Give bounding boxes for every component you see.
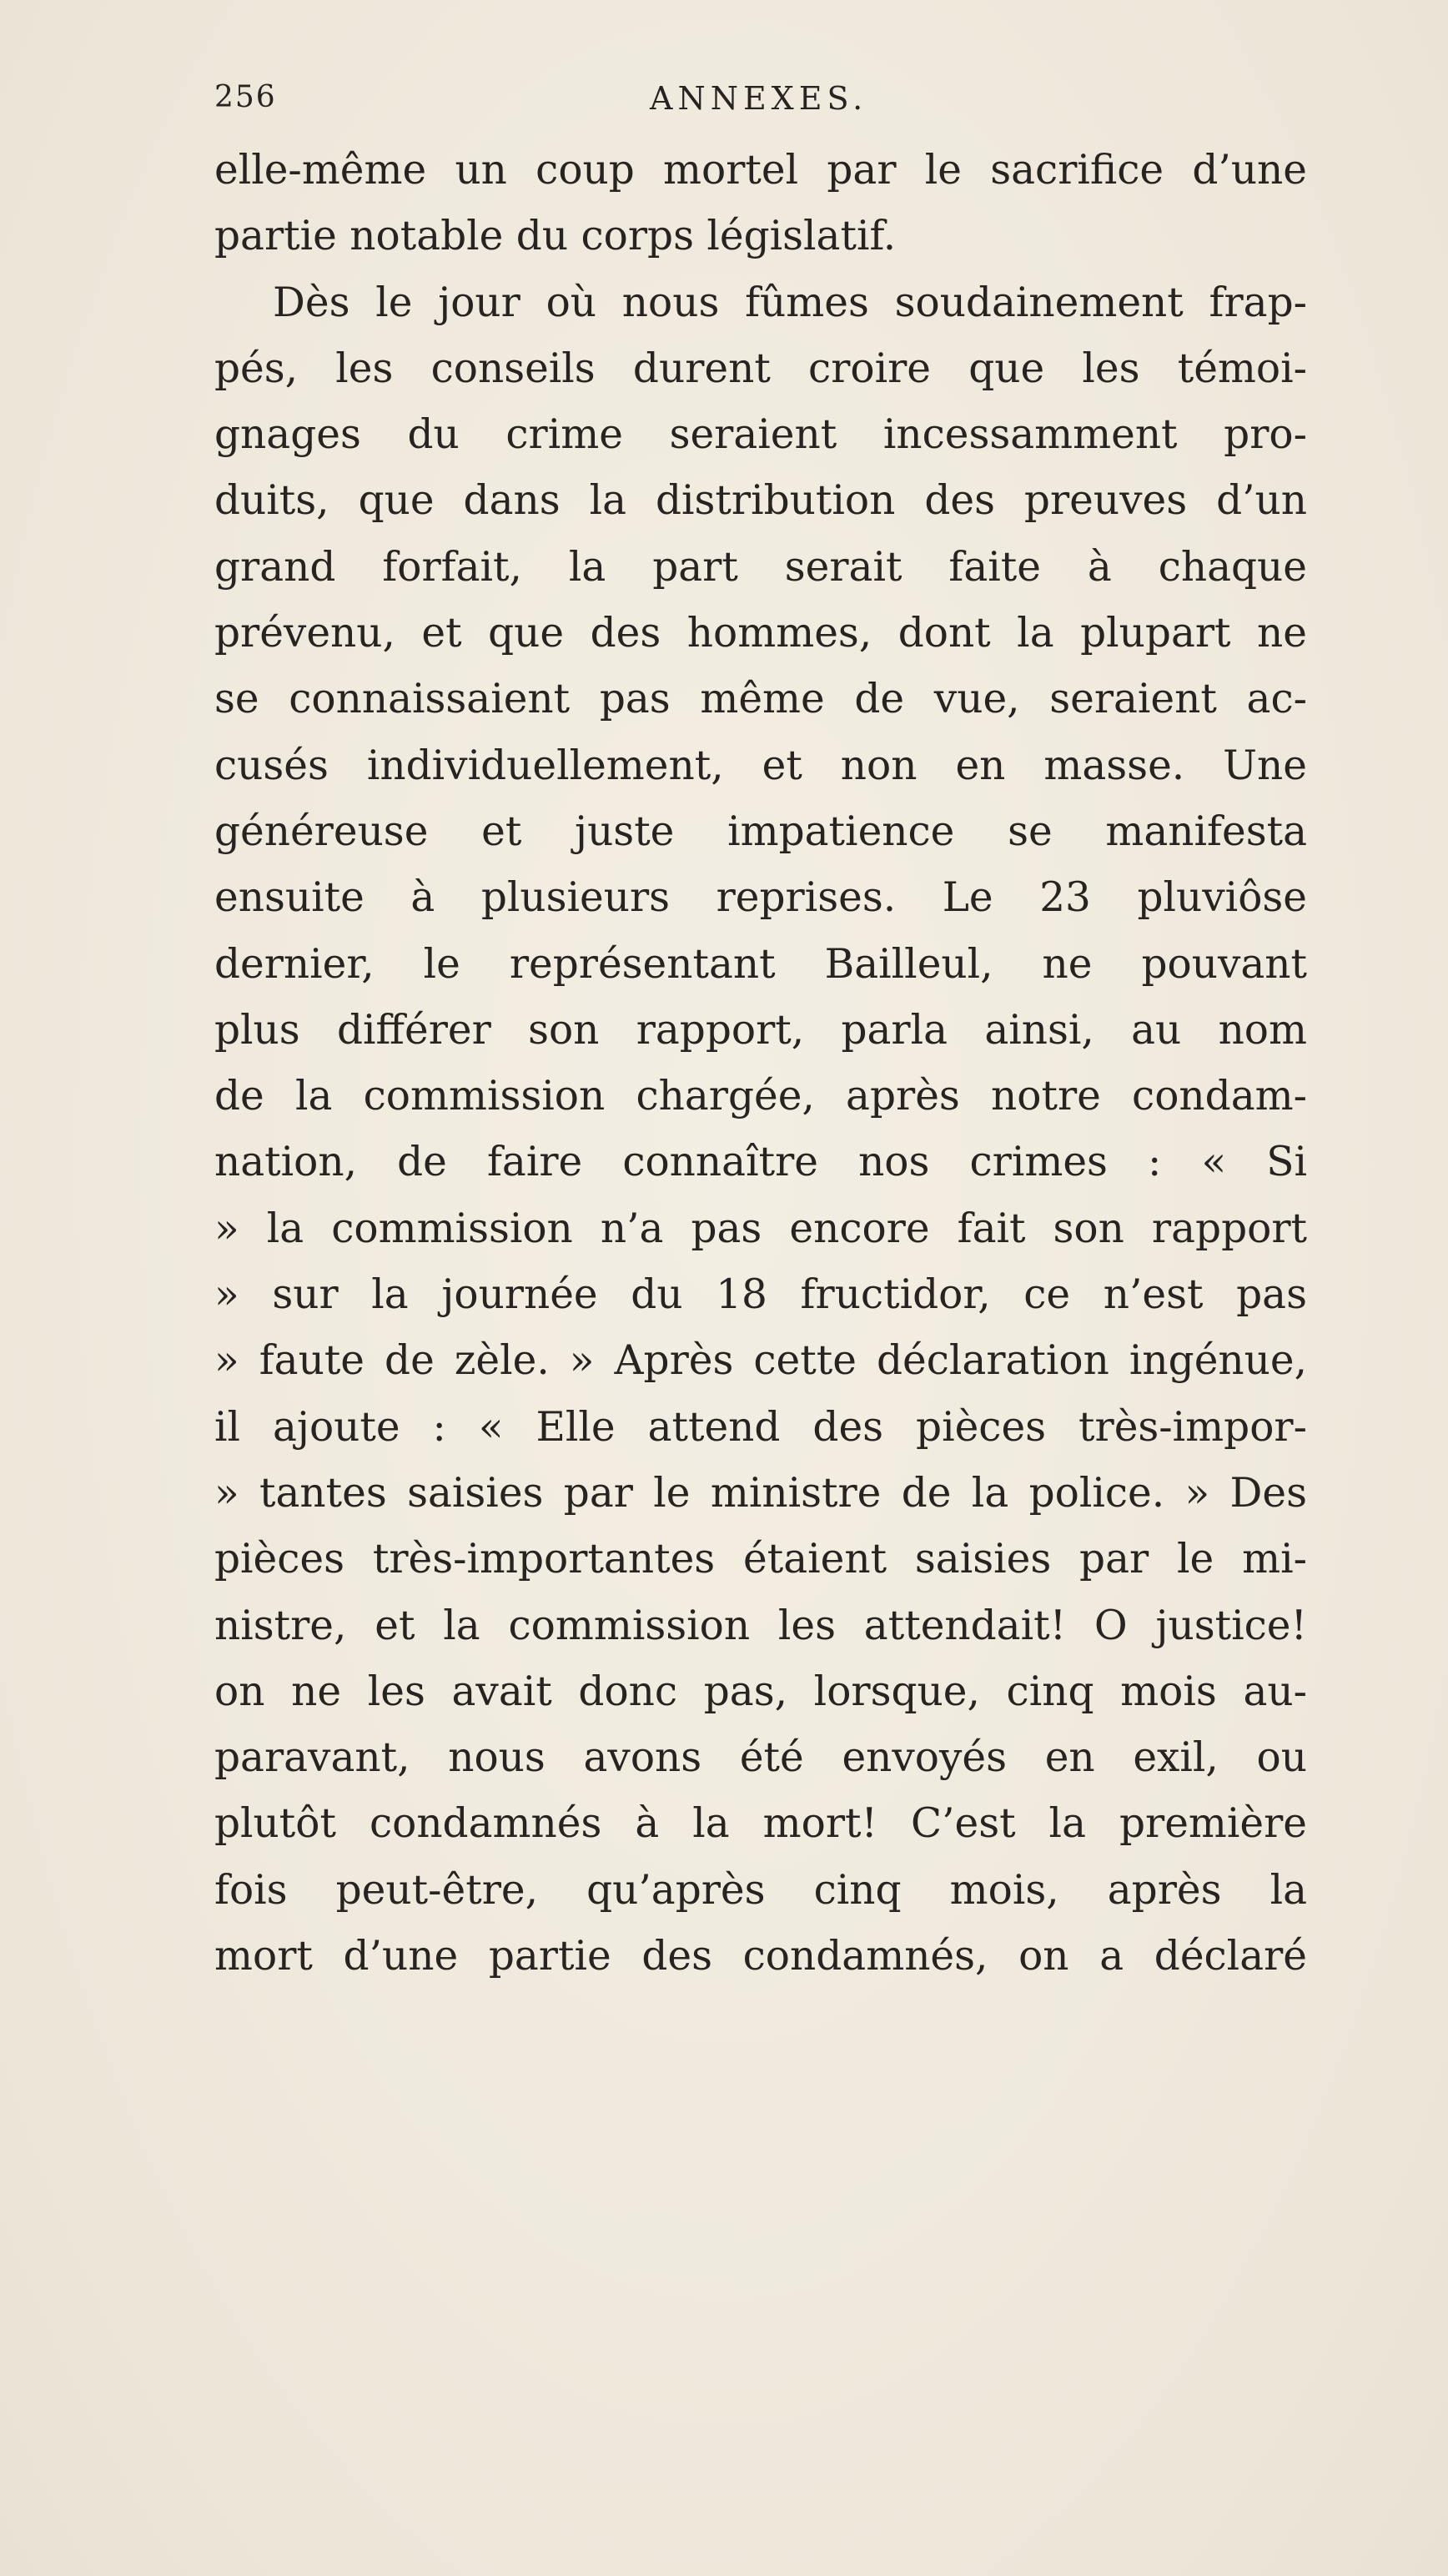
text-line: il ajoute : « Elle attend des pièces très-impor- — [214, 1403, 1307, 1451]
text-line: ensuite à plusieurs reprises. Le 23 pluviôse — [214, 874, 1307, 922]
text-line: Dès le jour où nous fûmes soudainement frap- — [273, 279, 1307, 326]
text-line: duits, que dans la distribution des preuves d’un — [214, 477, 1307, 525]
text-line: grand forfait, la part serait faite à chaque — [214, 543, 1307, 591]
text-line: fois peut-être, qu’après cinq mois, après la — [214, 1866, 1307, 1914]
text-line: plutôt condamnés à la mort! C’est la première — [214, 1800, 1307, 1848]
text-line: » faute de zèle. » Après cette déclaration ingénue, — [214, 1337, 1307, 1385]
text-line: pièces très-importantes étaient saisies par le mi- — [214, 1536, 1307, 1583]
text-line: gnages du crime seraient incessamment pro- — [214, 411, 1307, 459]
text-line: pés, les conseils durent croire que les témoi- — [214, 345, 1307, 392]
text-line: paravant, nous avons été envoyés en exil, ou — [214, 1734, 1307, 1782]
text-line: nistre, et la commission les attendait! O justice! — [214, 1602, 1307, 1649]
text-line: nation, de faire connaître nos crimes : « Si — [214, 1139, 1307, 1186]
text-line: » tantes saisies par le ministre de la police. » Des — [214, 1469, 1307, 1517]
text-line: on ne les avait donc pas, lorsque, cinq mois au- — [214, 1668, 1307, 1715]
text-line: généreuse et juste impatience se manifesta — [214, 808, 1307, 855]
text-line: cusés individuellement, et non en masse. Une — [214, 742, 1307, 789]
text-line: » sur la journée du 18 fructidor, ce n’est pas — [214, 1271, 1307, 1319]
text-line: » la commission n’a pas encore fait son rapport — [214, 1205, 1307, 1252]
text-line: de la commission chargée, après notre condam- — [214, 1073, 1307, 1120]
text-line: mort d’une partie des condamnés, on a déclaré — [214, 1933, 1307, 1980]
running-head — [214, 80, 1307, 130]
text-line: partie notable du corps législatif. — [214, 213, 897, 260]
body-text — [214, 138, 1307, 1990]
running-title: ANNEXES. — [650, 80, 868, 117]
page-number: 256 — [214, 80, 277, 114]
text-line: prévenu, et que des hommes, dont la plupart ne — [214, 610, 1307, 657]
text-line: elle-même un coup mortel par le sacrifice d’une — [214, 147, 1307, 194]
text-line: dernier, le représentant Bailleul, ne pouvant — [214, 940, 1307, 988]
text-line: se connaissaient pas même de vue, seraient ac- — [214, 676, 1307, 723]
text-line: plus différer son rapport, parla ainsi, au nom — [214, 1006, 1307, 1054]
